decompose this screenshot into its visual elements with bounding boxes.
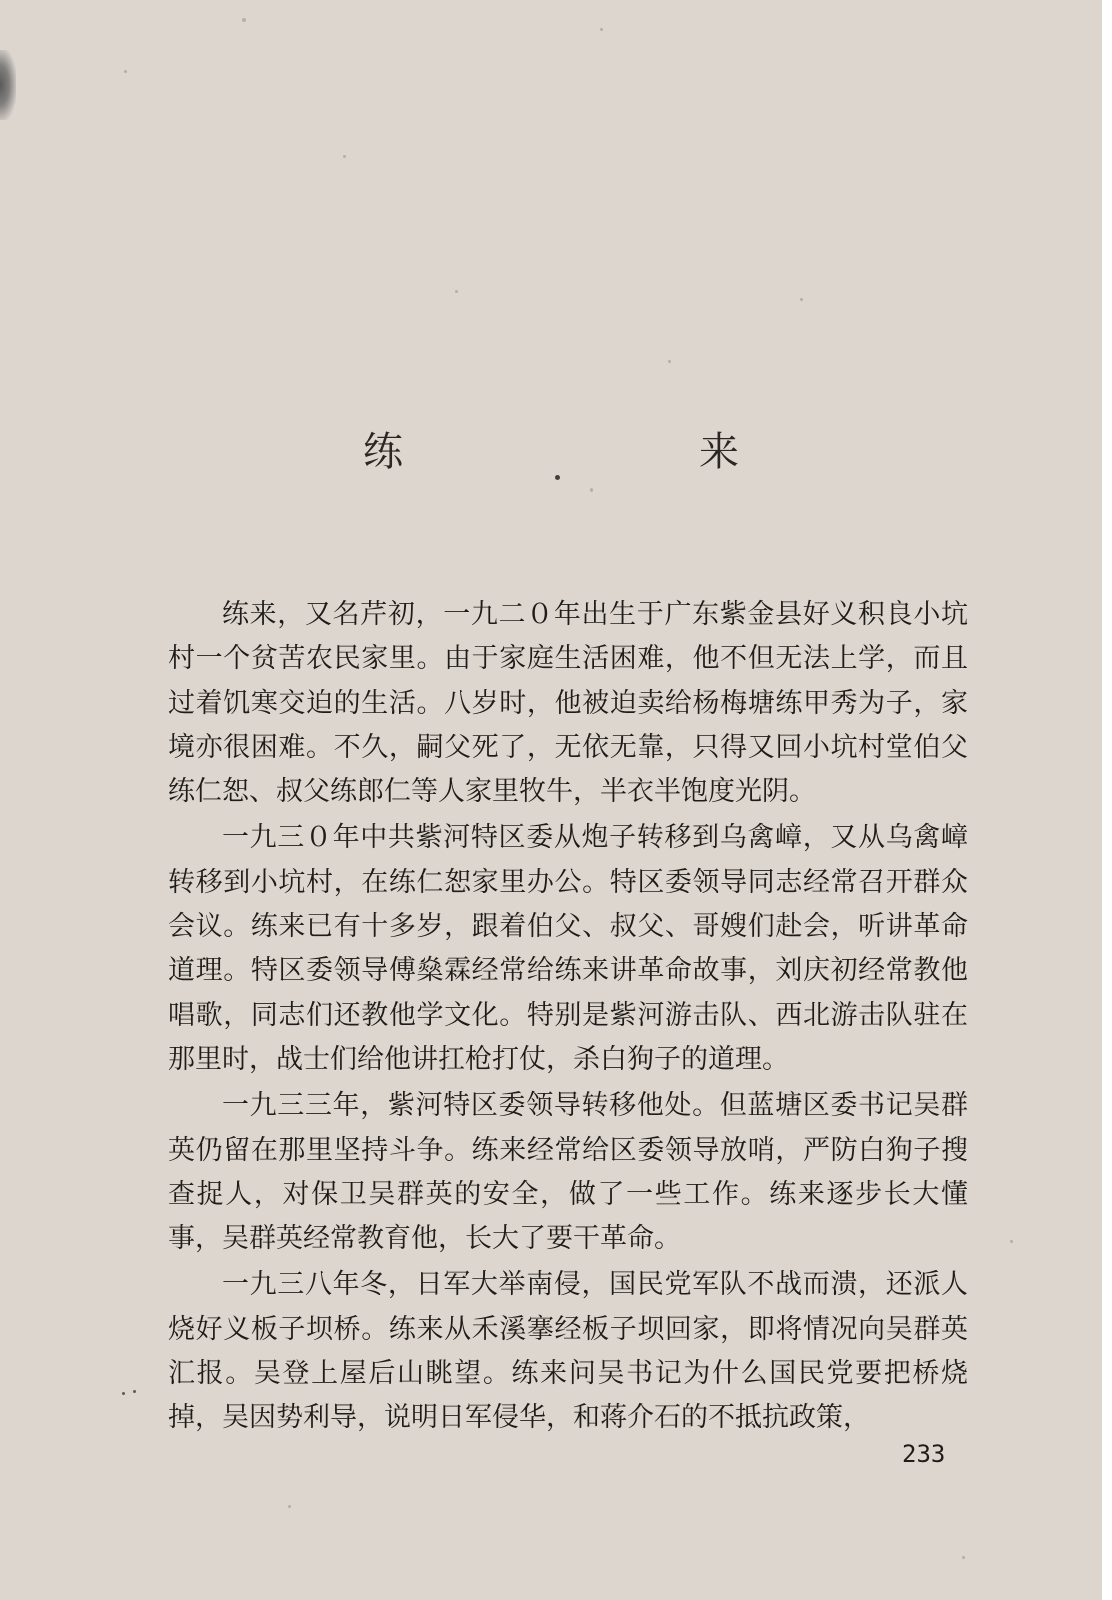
page-title: 练 来 [363, 429, 867, 475]
paper-fleck [242, 18, 246, 22]
paragraph: 练来，又名芹初，一九二０年出生于广东紫金县好义积良小坑村一个贫苦农民家里。由于家庭生活困难，他不但无法上学，而且过着饥寒交迫的生活。八岁时，他被迫卖给杨梅塘练甲秀为子，家境亦很困难。不久，嗣父死了，无依无靠，只得又回小坑村堂伯父练仁恕、叔父练郎仁等人家里牧牛，半衣半饱度光阴。 [168, 599, 968, 808]
scan-edge-mark [0, 50, 16, 120]
paper-fleck [122, 1392, 125, 1395]
paper-fleck [124, 70, 127, 73]
paper-fleck [343, 155, 346, 158]
paper-fleck [133, 1390, 136, 1393]
paper-fleck [455, 290, 458, 293]
paper-fleck [1010, 1240, 1013, 1243]
paper-fleck [800, 298, 803, 301]
paragraph: 一九三三年，紫河特区委领导转移他处。但蓝塘区委书记吴群英仍留在那里坚持斗争。练来经常给区委领导放哨，严防白狗子搜查捉人，对保卫吴群英的安全，做了一些工作。练来逐步长大懂事，吴群英经常教育他，长大了要干革命。 [168, 1090, 968, 1255]
body-text [168, 593, 968, 1443]
page-number: 233 [902, 1440, 946, 1468]
paragraph: 一九三０年中共紫河特区委从炮子转移到乌禽嶂，又从乌禽嶂转移到小坑村，在练仁恕家里办公。特区委领导同志经常召开群众会议。练来已有十多岁，跟着伯父、叔父、哥嫂们赴会，听讲革命道理。特区委领导傅燊霖经常给练来讲革命故事，刘庆初经常教他唱歌，同志们还教他学文化。特别是紫河游击队、西北游击队驻在那里时，战士们给他讲扛枪打仗，杀白狗子的道理。 [168, 822, 968, 1075]
paper-fleck [668, 360, 671, 363]
paper-fleck [590, 488, 593, 492]
paper-fleck [288, 1505, 291, 1508]
paper-fleck [600, 28, 603, 31]
paragraph: 一九三八年冬，日军大举南侵，国民党军队不战而溃，还派人烧好义板子坝桥。练来从禾溪搴经板子坝回家，即将情况向吴群英汇报。吴登上屋后山眺望。练来问吴书记为什么国民党要把桥烧掉，吴因势利导，说明日军侵华，和蒋介石的不抵抗政策， [168, 1269, 968, 1434]
paper-fleck [962, 1556, 965, 1559]
